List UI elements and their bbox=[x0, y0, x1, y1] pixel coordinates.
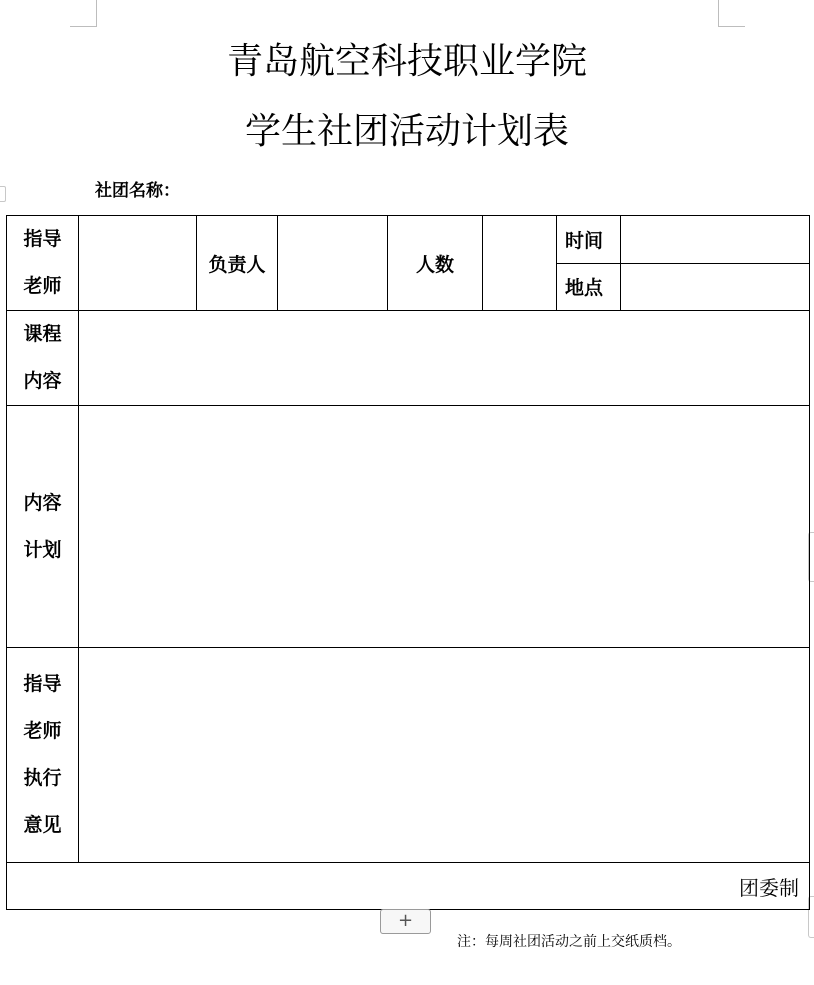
page-corner-mark-top-left bbox=[70, 0, 97, 27]
footer-issuer: 团委制 bbox=[7, 863, 810, 910]
count-input-cell[interactable] bbox=[483, 216, 557, 311]
location-label: 地点 bbox=[565, 277, 604, 300]
leader-label: 负责人 bbox=[208, 253, 266, 276]
opinion-label-cell bbox=[7, 648, 79, 863]
document-subtitle: 学生社团活动计划表 bbox=[244, 111, 569, 152]
plan-label-cell bbox=[7, 406, 79, 648]
time-label: 时间 bbox=[565, 229, 604, 252]
count-label-cell bbox=[388, 216, 483, 311]
time-input-cell[interactable] bbox=[621, 216, 810, 264]
course-label-cell bbox=[7, 311, 79, 406]
time-label-cell bbox=[557, 216, 621, 264]
document-title: 青岛航空科技职业学院 bbox=[226, 41, 587, 82]
course-content-cell[interactable] bbox=[79, 311, 810, 406]
activity-plan-table bbox=[6, 215, 810, 910]
table-move-handle-icon[interactable] bbox=[0, 186, 6, 202]
course-label: 课程内容 bbox=[23, 323, 62, 392]
plan-content-cell[interactable] bbox=[79, 406, 810, 648]
opinion-content-cell[interactable] bbox=[79, 648, 810, 863]
club-name-label: 社团名称： bbox=[95, 181, 180, 201]
advisor-label: 指导老师 bbox=[23, 228, 62, 297]
submission-note: 注：每周社团活动之前上交纸质档。 bbox=[457, 934, 681, 950]
opinion-label: 指导老师执行意见 bbox=[23, 673, 62, 836]
page-corner-mark-top-right bbox=[718, 0, 745, 27]
advisor-input-cell[interactable] bbox=[79, 216, 197, 311]
plan-label: 内容计划 bbox=[23, 491, 62, 561]
location-input-cell[interactable] bbox=[621, 263, 810, 311]
count-label: 人数 bbox=[415, 253, 454, 276]
add-row-button[interactable]: + bbox=[380, 909, 431, 934]
leader-input-cell[interactable] bbox=[278, 216, 388, 311]
advisor-label-cell bbox=[7, 216, 79, 311]
location-label-cell bbox=[557, 263, 621, 311]
leader-label-cell bbox=[197, 216, 278, 311]
